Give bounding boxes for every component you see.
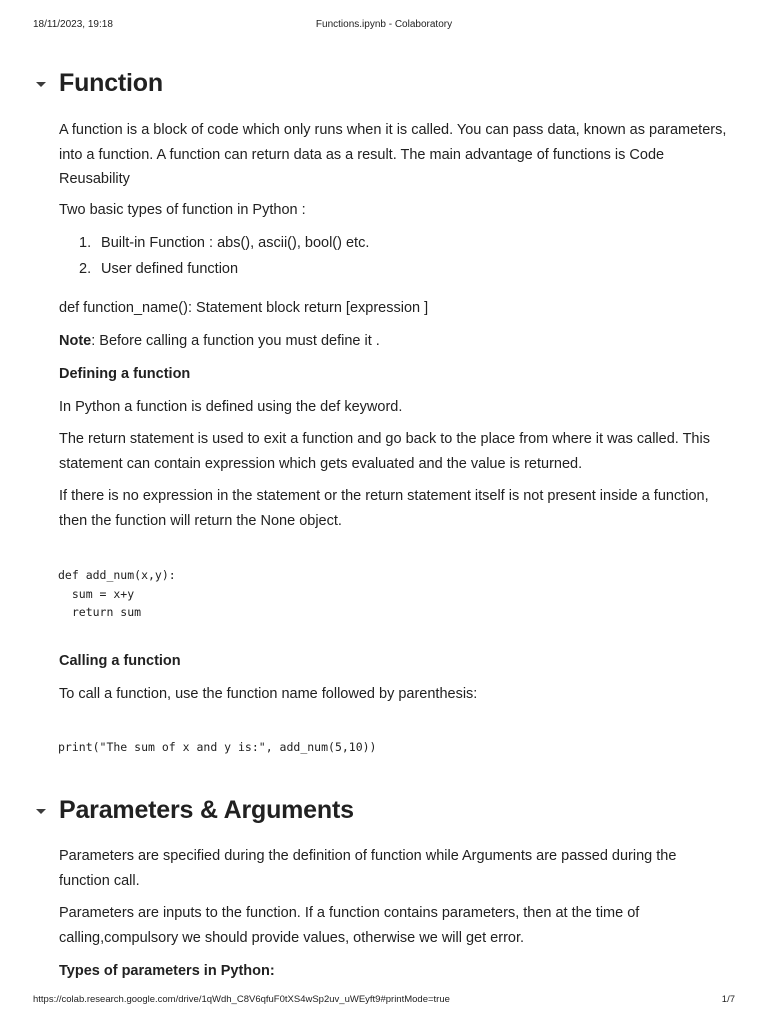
list-number: 2. <box>79 261 92 277</box>
params-text-1: Parameters are specified during the definition of function while Arguments are passed during the function call. <box>59 848 677 889</box>
print-header <box>33 19 735 33</box>
section-heading-function <box>36 67 163 99</box>
page-number: 1/7 <box>721 994 735 1005</box>
calling-text: To call a function, use the function name followed by parenthesis: <box>59 686 478 702</box>
function-syntax: def function_name(): Statement block return [expression ] <box>59 300 429 316</box>
print-title: Functions.ipynb - Colaboratory <box>315 19 453 30</box>
list-text: Built-in Function : abs(), ascii(), bool() etc. <box>101 235 370 251</box>
list-item <box>79 231 369 255</box>
none-text: If there is no expression in the statement or the return statement itself is not present inside a function, then the function will return the None object. <box>59 488 709 529</box>
print-url: https://colab.research.google.com/drive/1qWdh_C8V6qfuF0tXS4wSp2uv_uWEyft9#printMode=true <box>33 994 450 1005</box>
print-date: 18/11/2023, 19:18 <box>33 19 113 30</box>
list-item <box>79 257 238 281</box>
code-cell-call[interactable]: print("The sum of x and y is:", add_num(5,10)) <box>58 740 377 754</box>
defining-text: In Python a function is defined using the def keyword. <box>59 399 403 415</box>
defining-heading: Defining a function <box>59 366 191 382</box>
list-number: 1. <box>79 235 92 251</box>
note-text: : Before calling a function you must define it . <box>91 333 380 349</box>
note-label: Note <box>59 333 92 349</box>
param-types-heading: Types of parameters in Python: <box>59 963 275 979</box>
note-paragraph <box>59 329 731 354</box>
function-types-intro: Two basic types of function in Python : <box>59 202 306 218</box>
function-intro: A function is a block of code which only runs when it is called. You can pass data, known as parameters, into a function. A function can return data as a result. The main advantage of functions is Code Reusability <box>59 122 727 187</box>
caret-down-icon[interactable] <box>36 82 46 87</box>
code-cell-define[interactable]: def add_num(x,y): sum = x+y return sum <box>58 568 176 619</box>
params-text-2: Parameters are inputs to the function. If a function contains parameters, then at the time of calling,compulsory we should provide values, otherwise we will get error. <box>59 905 640 946</box>
caret-down-icon[interactable] <box>36 809 46 814</box>
return-text: The return statement is used to exit a function and go back to the place from where it was called. This statement can contain expression which gets evaluated and the value is returned. <box>59 431 710 472</box>
heading-function: Function <box>59 68 163 97</box>
print-footer <box>33 994 735 1008</box>
heading-params: Parameters & Arguments <box>59 795 354 824</box>
calling-heading: Calling a function <box>59 653 181 669</box>
list-text: User defined function <box>101 261 239 277</box>
section-heading-params <box>36 794 354 826</box>
